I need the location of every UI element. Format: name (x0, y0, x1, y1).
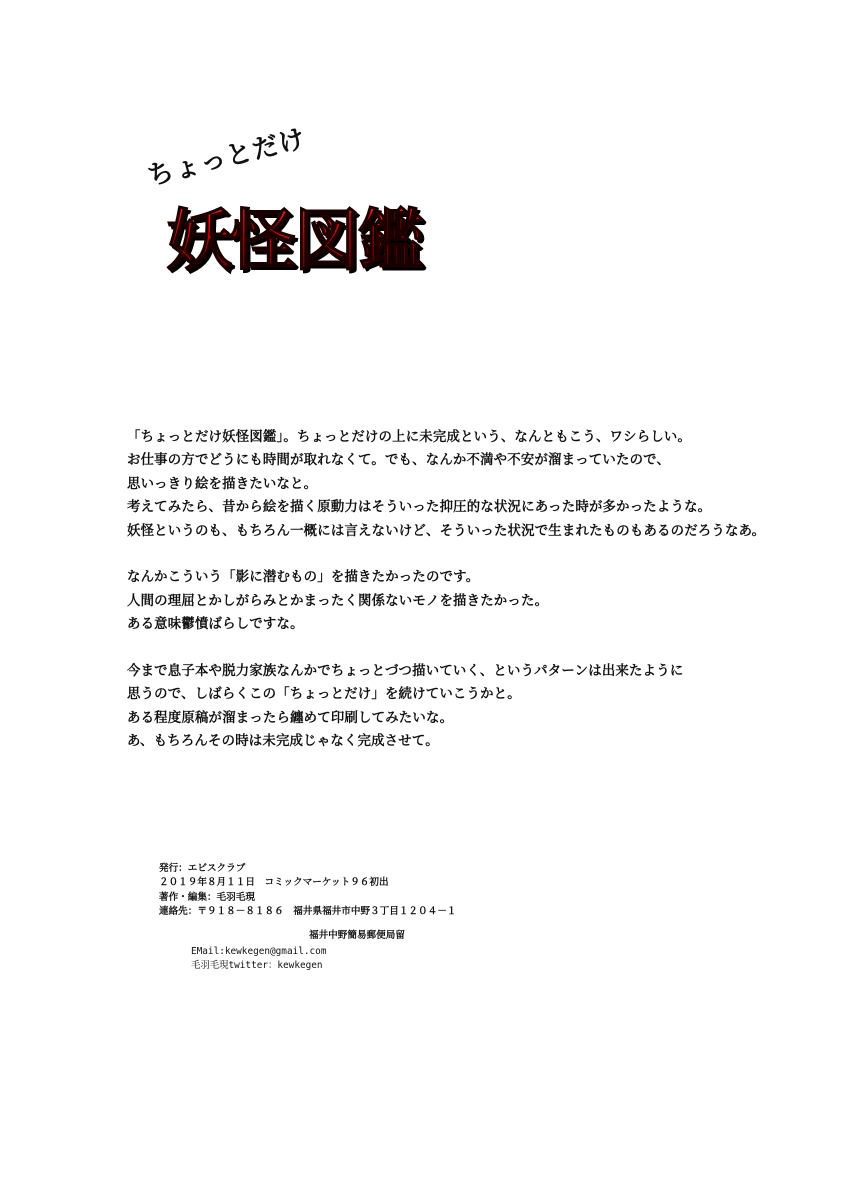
text-line: なんかこういう「影に潜むもの」を描きたかったのです。 (127, 570, 480, 586)
paragraph-2 (127, 566, 817, 636)
text-line: あ、もちろんその時は未完成じゃなく完成させて。 (127, 734, 439, 750)
text-line: 思うので、しばらくこの「ちょっとだけ」を続けていこうかと。 (127, 687, 521, 703)
twitter: 毛羽毛現twitter：kewkegen (191, 960, 323, 972)
author: 著作・編集：毛羽毛現 (159, 891, 255, 903)
title-subtitle: ちょっとだけ (144, 123, 309, 193)
colophon (159, 862, 456, 974)
email: EMail:kewkegen@gmail.com (191, 945, 327, 957)
text-line: ある程度原稿が溜まったら纏めて印刷してみたいな。 (127, 710, 454, 726)
afterword-text (127, 426, 817, 777)
text-line: お仕事の方でどうにも時間が取れなくて。でも、なんか不満や不安が溜まっていたので、 (127, 453, 671, 469)
text-line: 今まで息子本や脱力家族なんかでちょっとづつ描いていく、というパターンは出来たように (127, 664, 684, 680)
text-line: ある意味鬱憤ばらしですな。 (127, 617, 304, 633)
text-line: 人間の理屈とかしがらみとかまったく関係ないモノを描きたかった。 (127, 593, 549, 609)
text-line: 思いっきり絵を描きたいなと。 (127, 476, 318, 492)
title-main: 妖怪図鑑 (166, 202, 422, 279)
post-office: 福井中野簡易郵便局留 (309, 929, 405, 941)
paragraph-3 (127, 660, 817, 754)
paragraph-1 (127, 426, 817, 543)
publisher: 発行：エビスクラブ (159, 863, 246, 874)
text-line: 「ちょっとだけ妖怪図鑑」。ちょっとだけの上に未完成という、なんともこう、ワシらしい。 (127, 430, 692, 445)
text-line: 考えてみたら、昔から絵を描く原動力はそういった抑圧的な状況にあった時が多かったような。 (127, 500, 712, 516)
contact-address: 連絡先：〒９１８－８１８６ 福井県福井市中野３丁目１２０４－１ (159, 906, 457, 918)
publication-date: ２０１９年８月１１日 コミックマーケット９６初出 (159, 877, 389, 889)
text-line: 妖怪というのも、もちろん一概には言えないけど、そういった状況で生まれたものもあるのだろうなあ。 (127, 523, 766, 539)
title-logo (144, 123, 450, 300)
